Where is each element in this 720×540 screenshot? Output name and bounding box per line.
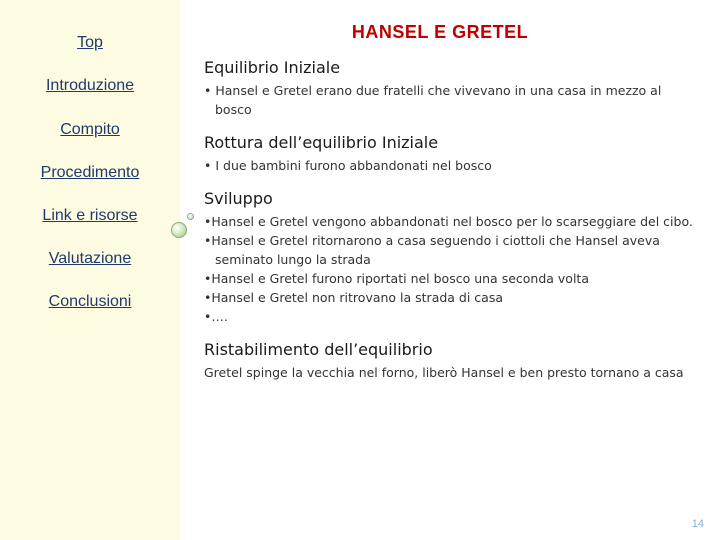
story-content	[204, 58, 694, 396]
nav-link-introduzione[interactable]: Introduzione	[45, 77, 135, 94]
list-item: •Hansel e Gretel ritornarono a casa seguendo i ciottoli che Hansel aveva seminato lungo la strada	[204, 233, 660, 267]
section-equilibrio-iniziale	[204, 58, 694, 119]
section-heading: Ristabilimento dell’equilibrio	[204, 340, 433, 359]
page-title: HANSEL E GRETEL	[351, 22, 529, 42]
section-heading: Rottura dell’equilibrio Iniziale	[204, 133, 439, 152]
section-sviluppo	[204, 189, 694, 326]
list-item: •….	[204, 309, 228, 324]
sidebar-nav	[0, 0, 180, 540]
nav-link-link-e-risorse[interactable]: Link e risorse	[42, 207, 138, 224]
list-item: •Hansel e Gretel vengono abbandonati nel bosco per lo scarseggiare del cibo.	[204, 214, 693, 229]
nav-link-conclusioni[interactable]: Conclusioni	[48, 293, 132, 310]
nav-link-valutazione[interactable]: Valutazione	[48, 250, 132, 267]
section-paragraph: Gretel spinge la vecchia nel forno, liberò Hansel e ben presto tornano a casa	[204, 365, 684, 380]
small-circle-icon	[187, 213, 194, 220]
section-heading: Sviluppo	[204, 189, 273, 208]
green-circle-icon	[171, 222, 187, 238]
nav-link-top[interactable]: Top	[77, 34, 103, 51]
nav-link-compito[interactable]: Compito	[60, 121, 120, 138]
list-item: •Hansel e Gretel furono riportati nel bosco una seconda volta	[204, 271, 589, 286]
list-item: • Hansel e Gretel erano due fratelli che vivevano in una casa in mezzo al bosco	[204, 83, 662, 117]
list-item: •Hansel e Gretel non ritrovano la strada di casa	[204, 290, 504, 305]
nav-link-procedimento[interactable]: Procedimento	[40, 164, 140, 181]
section-heading: Equilibrio Iniziale	[204, 58, 341, 77]
section-rottura-equilibrio	[204, 133, 694, 175]
section-ristabilimento-equilibrio	[204, 340, 694, 382]
page-number: 14	[691, 518, 704, 530]
list-item: • I due bambini furono abbandonati nel bosco	[204, 158, 492, 173]
